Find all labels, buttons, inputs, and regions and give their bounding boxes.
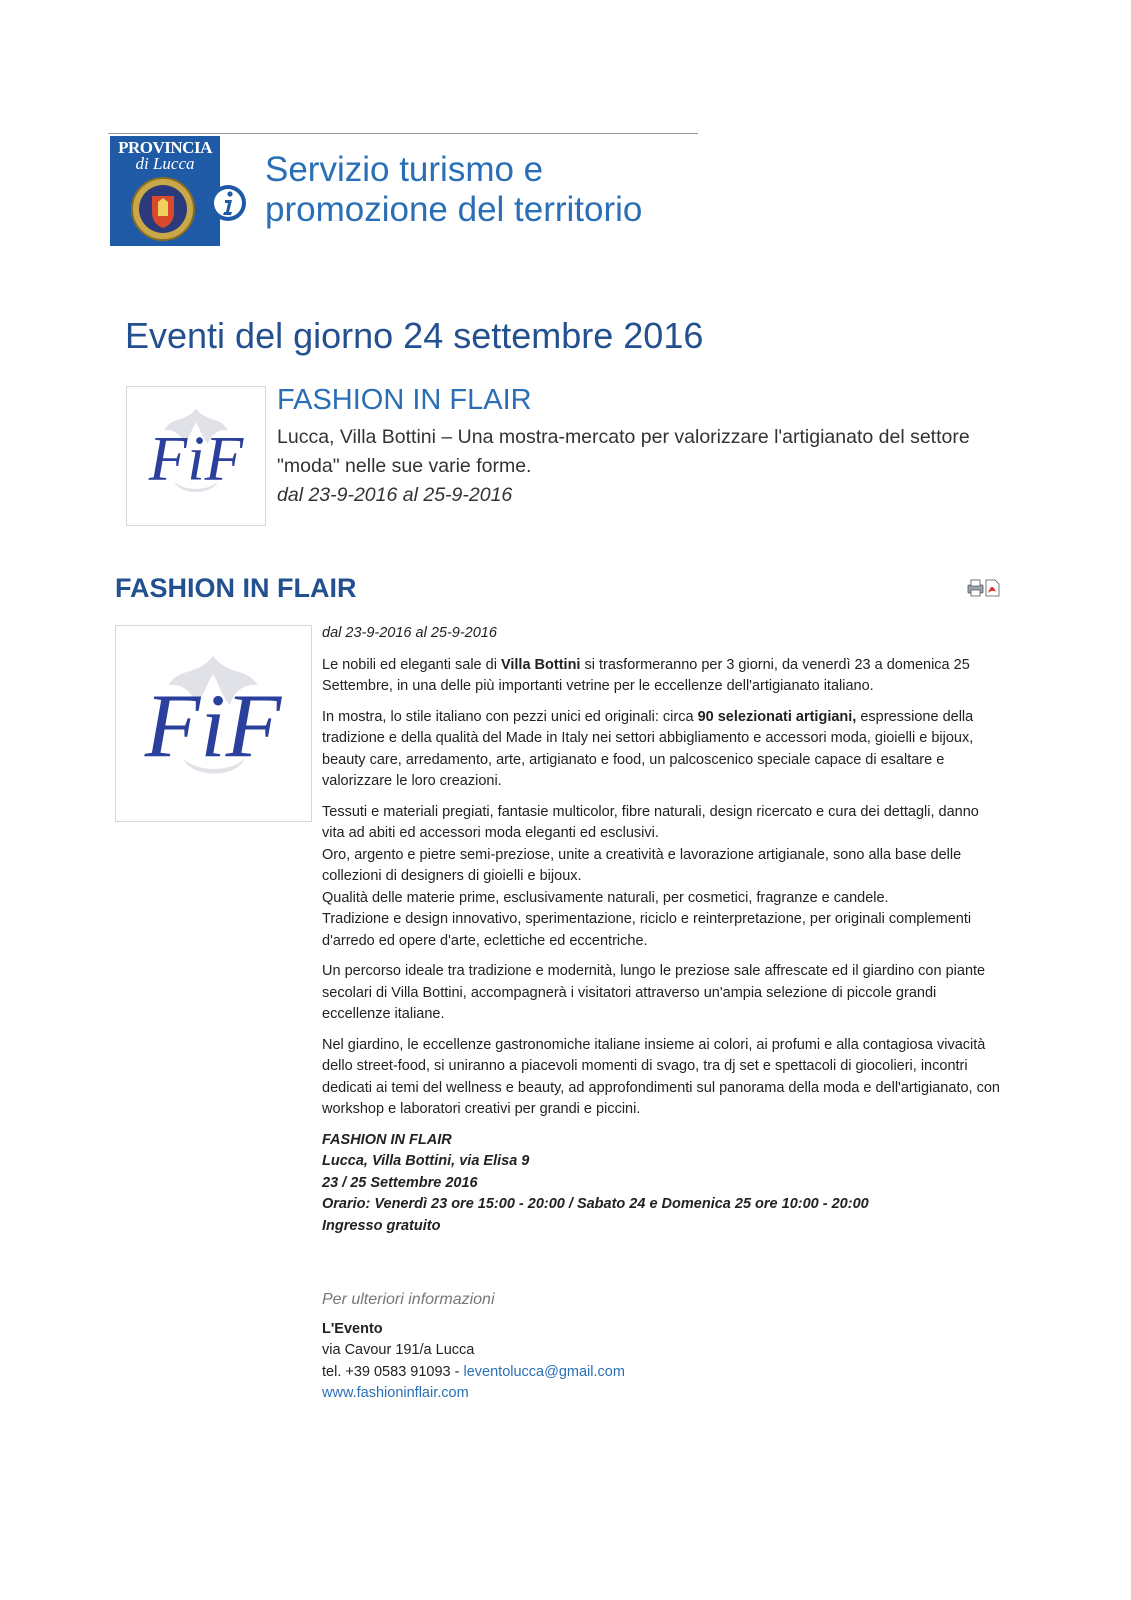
seal-icon [130, 176, 196, 242]
more-info [322, 1289, 1002, 1405]
p1-bold: Villa Bottini [500, 656, 581, 673]
paragraph-garden: Nel giardino, le eccellenze gastronomiche italiane insieme ai colori, ai profumi e alla contagiosa vivacità dello street-food, si uniranno a piacevoli momenti di svago, tra dj set e spettacoli di giocolieri, incontri dedicati ai temi del wellness e beauty, ad approfondimenti sul panorama della moda e dell'artigianato, con workshop e laboratori creativi per grandi e piccini. [322, 1036, 1000, 1117]
paragraph-sectors [322, 802, 1002, 953]
p1-text-a: Le nobili ed eleganti sale di [322, 656, 501, 673]
paragraph-route: Un percorso ideale tra tradizione e modernità, lungo le preziose sale affrescate ed il giardino con piante secolari di Villa Bottini, accompagnerà i visitatori attraverso un'ampia selezione di piccole grandi eccellenze italiane. [322, 963, 986, 1022]
contact-block [322, 1319, 1002, 1405]
p2-text-a: In mostra, lo stile italiano con pezzi unici ed originali: circa [322, 708, 698, 725]
fact-hours: Orario: Venerdì 23 ore 15:00 - 20:00 / Sabato 24 e Domenica 25 ore 10:00 - 20:00 [322, 1196, 869, 1212]
print-icon[interactable] [968, 580, 983, 596]
fif-logo-text: FiF [148, 423, 244, 494]
event-summary [277, 384, 1017, 510]
summary-dates: dal 23-9-2016 al 25-9-2016 [277, 484, 513, 506]
logo-lucca-text: di Lucca [135, 154, 195, 173]
article-dates: dal 23-9-2016 al 25-9-2016 [322, 625, 497, 641]
website-link[interactable]: www.fashioninflair.com [322, 1385, 469, 1401]
more-info-heading: Per ulteriori informazioni [322, 1291, 495, 1308]
print-pdf-icons [967, 579, 1001, 597]
header-title [265, 150, 695, 230]
p3-line2: Oro, argento e pietre semi-preziose, unite a creatività e lavorazione artigianale, sono alla base delle collezioni di designers di gioielli e bijoux. [322, 846, 962, 884]
article-image [115, 625, 312, 822]
paragraph-exhibitors [322, 707, 1002, 793]
p3-line3: Qualità delle materie prime, esclusivamente naturali, per cosmetici, fragranze e candele. [322, 889, 889, 906]
page-title: Eventi del giorno 24 settembre 2016 [125, 315, 704, 356]
header-title-line1: Servizio turismo e [265, 150, 544, 189]
logo-provincia-text: PROVINCIA [118, 138, 212, 157]
pdf-icon[interactable] [986, 580, 999, 596]
info-circle-icon [208, 183, 248, 223]
fact-entry: Ingresso gratuito [322, 1217, 441, 1234]
article-body [322, 623, 1002, 1405]
fif-logo-text-large: FiF [144, 675, 282, 777]
p3-line1: Tessuti e materiali pregiati, fantasie multicolor, fibre naturali, design ricercato e cura dei dettagli, danno vita ad abiti ed accessori moda eleganti ed esclusivi. [322, 803, 979, 841]
article-title: FASHION IN FLAIR [115, 573, 357, 603]
summary-description: Lucca, Villa Bottini – Una mostra-mercato per valorizzare l'artigianato del settore "moda" nelle sue varie forme. [277, 426, 970, 477]
fif-logo-image [127, 387, 265, 525]
fif-logo-image-large [116, 626, 311, 821]
event-facts [322, 1130, 1002, 1238]
provincia-logo [110, 136, 220, 246]
contact-email-link[interactable]: leventolucca@gmail.com [463, 1363, 625, 1380]
contact-phone-line [322, 1362, 1002, 1384]
p2-bold: 90 selezionati artigiani, [697, 708, 857, 725]
contact-org: L'Evento [322, 1320, 383, 1337]
fact-name: FASHION IN FLAIR [322, 1131, 452, 1148]
fact-dates: 23 / 25 Settembre 2016 [322, 1174, 478, 1191]
header-title-line2: promozione del territorio [265, 190, 643, 229]
contact-address: via Cavour 191/a Lucca [322, 1342, 475, 1358]
paragraph-intro [322, 655, 1002, 698]
p3-line4: Tradizione e design innovativo, sperimentazione, riciclo e reinterpretazione, per originali complementi d'arredo ed opere d'arte, eclettiche ed eccentriche. [322, 911, 972, 949]
event-thumbnail[interactable] [126, 386, 266, 526]
summary-title-link[interactable]: FASHION IN FLAIR [277, 384, 532, 416]
p2-text-b: espressione della tradizione e della qualità del Made in Italy nei settori abbigliamento e accessori moda, gioielli e bijoux, beauty care, arredamento, arte, artigianato e food, un palcoscenico speciale capace di esaltare e valorizzare le loro creazioni. [322, 708, 974, 789]
header-rule [108, 133, 698, 134]
p1-text-b: si trasformeranno per 3 giorni, da venerdì 23 a domenica 25 Settembre, in una delle più importanti vetrine per le eccellenze dell'artigianato italiano. [322, 656, 970, 694]
fact-location: Lucca, Villa Bottini, via Elisa 9 [322, 1153, 530, 1169]
contact-phone: tel. +39 0583 91093 - [322, 1363, 464, 1380]
